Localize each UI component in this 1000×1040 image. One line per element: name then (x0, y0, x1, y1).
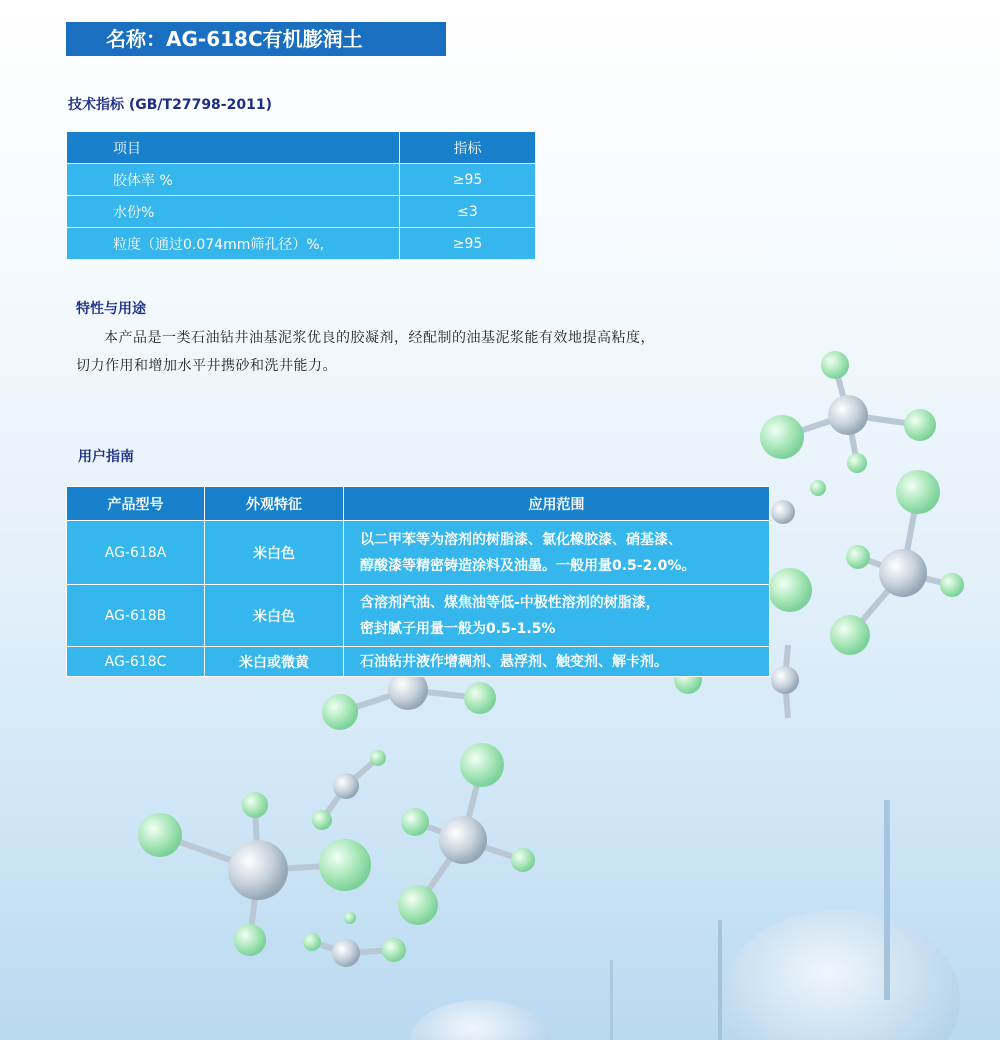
guide-table (66, 486, 770, 677)
guide-use (344, 585, 770, 647)
table-row (67, 164, 536, 196)
guide-appearance: 米白色 (205, 585, 344, 647)
guide-use-line: 石油钻井液作增稠剂、悬浮剂、触变剂、解卡剂。 (360, 653, 668, 670)
guide-use-line: 以二甲苯等为溶剂的树脂漆、氯化橡胶漆、硝基漆、 (360, 531, 682, 548)
features-paragraph (76, 324, 806, 380)
guide-col-use: 应用范围 (344, 487, 770, 521)
spec-header-row (67, 132, 536, 164)
spec-value: ≥95 (400, 228, 536, 260)
features-line-1: 本产品是一类石油钻井油基泥浆优良的胶凝剂，经配制的油基泥浆能有效地提高粘度， (104, 330, 655, 346)
table-row (67, 196, 536, 228)
spec-table (66, 131, 536, 260)
guide-model: AG-618A (67, 521, 205, 585)
guide-use-line: 含溶剂汽油、煤焦油等低-中极性溶剂的树脂漆， (360, 594, 660, 611)
table-row (67, 228, 536, 260)
spec-col-value: 指标 (400, 132, 536, 164)
guide-col-model: 产品型号 (67, 487, 205, 521)
spec-col-item: 项目 (67, 132, 400, 164)
guide-use-line: 醇酸漆等精密铸造涂料及油墨。一般用量0.5-2.0%。 (360, 557, 696, 574)
guide-model: AG-618B (67, 585, 205, 647)
guide-appearance: 米白或微黄 (205, 647, 344, 677)
product-title-bar: 名称：AG-618C有机膨润土 (66, 22, 446, 56)
table-row (67, 647, 770, 677)
guide-use (344, 521, 770, 585)
guide-use (344, 647, 770, 677)
guide-use-line: 密封腻子用量一般为0.5-1.5% (360, 620, 556, 637)
guide-col-appearance: 外观特征 (205, 487, 344, 521)
features-heading: 特性与用途 (76, 301, 146, 317)
guide-model: AG-618C (67, 647, 205, 677)
table-row (67, 585, 770, 647)
spec-item: 粒度（通过0.074mm筛孔径）%, (67, 228, 400, 260)
features-line-2: 切力作用和增加水平井携砂和洗井能力。 (76, 358, 337, 374)
guide-appearance: 米白色 (205, 521, 344, 585)
spec-value: ≤3 (400, 196, 536, 228)
spec-value: ≥95 (400, 164, 536, 196)
guide-header-row (67, 487, 770, 521)
spec-item: 水份% (67, 196, 400, 228)
spec-item: 胶体率 % (67, 164, 400, 196)
spec-heading: 技术指标 (GB/T27798-2011) (68, 97, 272, 113)
guide-heading: 用户指南 (78, 449, 134, 465)
table-row (67, 521, 770, 585)
